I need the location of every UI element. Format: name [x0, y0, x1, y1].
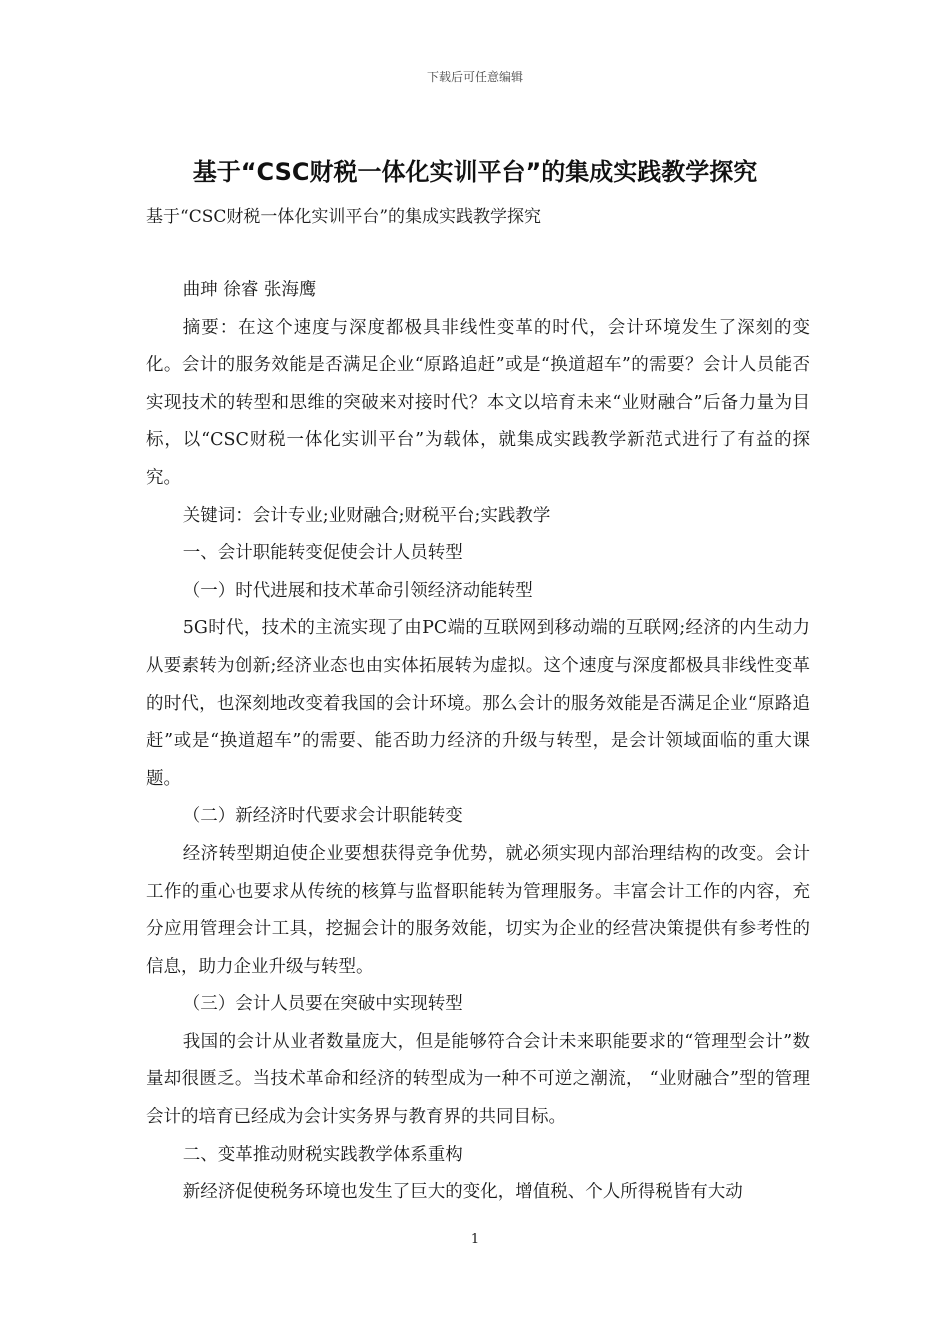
document-subtitle: 基于“CSC财税一体化实训平台”的集成实践教学探究: [146, 207, 542, 227]
body-paragraph: 新经济促使税务环境也发生了巨大的变化，增值税、个人所得税皆有大动: [182, 1182, 743, 1203]
document-body: [146, 272, 810, 1212]
section-heading: 二、变革推动财税实践教学体系重构: [182, 1144, 463, 1165]
body-paragraph: 5G时代，技术的主流实现了由PC端的互联网到移动端的互联网;经济的内生动力从要素转为创新;经济业态也由实体拓展转为虚拟。这个速度与深度都极具非线性变革的时代，也深刻地改变着我国的会计环境。那么会计的服务效能是否满足企业“原路追赶”或是“换道超车”的需要、能否助力经济的升级与转型，是会计领域面临的重大课题。: [146, 618, 810, 789]
section-heading: 一、会计职能转变促使会计人员转型: [182, 543, 463, 564]
subsection-heading: （二）新经济时代要求会计职能转变: [182, 806, 463, 827]
page-number: 1: [470, 1232, 480, 1247]
keywords: 关键词：会计专业;业财融合;财税平台;实践教学: [182, 505, 551, 526]
document-title: 基于“CSC财税一体化实训平台”的集成实践教学探究: [192, 158, 758, 186]
subsection-heading: （三）会计人员要在突破中实现转型: [182, 994, 463, 1015]
abstract-paragraph: 摘要：在这个速度与深度都极具非线性变革的时代，会计环境发生了深刻的变化。会计的服务效能是否满足企业“原路追赶”或是“换道超车”的需要？会计人员能否实现技术的转型和思维的突破来对接时代？本文以培育未来“业财融合”后备力量为目标，以“CSC财税一体化实训平台”为载体，就集成实践教学新范式进行了有益的探究。: [146, 317, 810, 488]
subsection-heading: （一）时代进展和技术革命引领经济动能转型: [182, 580, 533, 601]
authors: 曲珅 徐睿 张海鹰: [182, 280, 317, 300]
header-note: 下载后可任意编辑: [426, 70, 523, 84]
body-paragraph: 我国的会计从业者数量庞大，但是能够符合会计未来职能要求的“管理型会计”数量却很匮乏。当技术革命和经济的转型成为一种不可逆之潮流， “业财融合”型的管理会计的培育已经成为会计实务界与教育界的共同目标。: [146, 1031, 810, 1128]
body-paragraph: 经济转型期迫使企业要想获得竞争优势，就必须实现内部治理结构的改变。会计工作的重心也要求从传统的核算与监督职能转为管理服务。丰富会计工作的内容，充分应用管理会计工具，挖掘会计的服务效能，切实为企业的经营决策提供有参考性的信息，助力企业升级与转型。: [146, 843, 810, 977]
